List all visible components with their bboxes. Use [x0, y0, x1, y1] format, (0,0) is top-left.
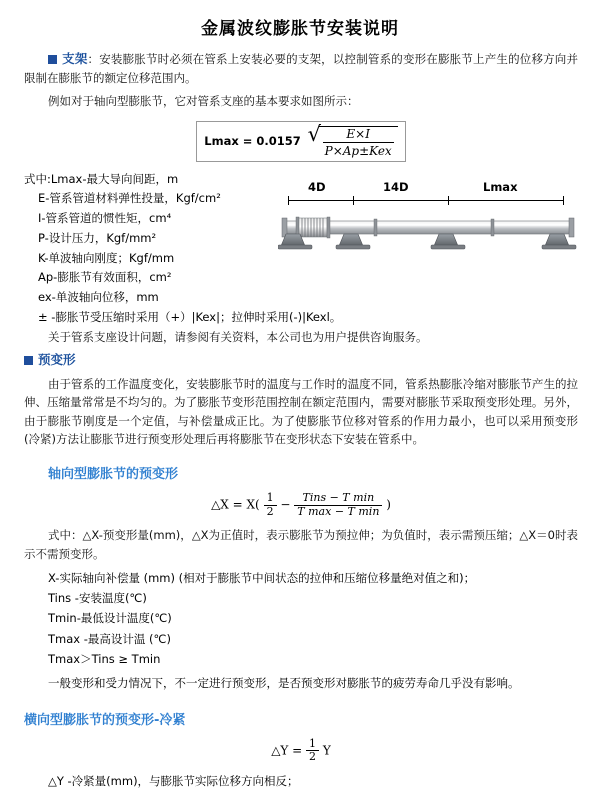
half-numerator: 1 [306, 738, 319, 752]
support-figure [278, 180, 578, 277]
temp-denominator: T max − T min [297, 504, 380, 518]
figure-label-14d: 14D [383, 179, 409, 194]
section-support-para2: 例如对于轴向型膨胀节，它对管系支座的基本要求如图所示： [48, 93, 359, 108]
section-predeform-heading: 预变形 [38, 352, 76, 368]
definition-line: Ap-膨胀节有效面积，cm² [38, 270, 172, 285]
definitions-and-figure [24, 170, 578, 328]
section-support-para1: 安装膨胀节时必须在管系上安装必要的支架，以控制管系的变形在膨胀节上产生的位移方向并限制在膨胀节的额定位移范围内。 [24, 52, 578, 86]
blue-square-bullet-icon [48, 55, 57, 64]
dim-seg [288, 200, 353, 201]
tick-icon [563, 196, 564, 205]
definition-line: K-单波轴向刚度；Kgf/mm [38, 250, 175, 265]
section-predeform [24, 350, 578, 370]
definition-line: E-管系管道材料弹性投量，Kgf/cm² [38, 191, 221, 206]
lmax-formula [24, 121, 578, 162]
term-line: X-实际轴向补偿量 (mm) (相对于膨胀节中间状态的拉伸和压缩位移量绝对值之和)； [48, 570, 476, 585]
lateral-formula-rhs: Y [322, 743, 331, 758]
lmax-formula-lead: Lmax = 0.0157 [204, 133, 301, 148]
figure-drawing [278, 207, 578, 277]
blue-square-bullet-icon [24, 356, 33, 365]
section-predeform-para1: 由于管系的工作温度变化，安装膨胀节时的温度与工作时的温度不同，管系热膨胀冷缩对膨胀节产生的拉伸、压缩量常常是不均匀的。为了膨胀节变形范围控制在额定范围内，需要对膨胀节采取预变形处理。另外，由于膨胀节刚度是一个定值，与补偿量成正比。为了使膨胀节位移对管系的作用力最小，也可以采用预变形(冷紧)方法让膨胀节进行预变形处理后再将膨胀节在变形状态下安装在管系中。 [24, 376, 578, 447]
section-support-closing: 关于管系支座设计问题，请参阅有关资料，本公司也为用户提供咨询服务。 [48, 329, 428, 344]
definition-line: ± -膨胀节受压缩时采用（+）|Kex|；拉伸时采用(-)|Kexl。 [38, 309, 342, 324]
figure-labels [278, 180, 578, 196]
section-support-heading: 支架 [62, 51, 88, 66]
axial-predeform-closing: 一般变形和受力情况下，不一定进行预变形，是否预变形对膨胀节的疲劳寿命几乎没有影响。 [48, 675, 520, 690]
term-line: Tins -安装温度(℃) [48, 591, 147, 605]
lmax-fraction [319, 126, 398, 158]
piping-schematic-svg [278, 207, 578, 273]
lateral-predeform-note: △Y -冷紧量(mm)，与膨胀节实际位移方向相反； [48, 773, 299, 788]
axial-predeform-heading: 轴向型膨胀节的预变形 [48, 467, 179, 482]
lateral-formula-lhs: △Y = [271, 743, 303, 758]
figure-label-4d: 4D [308, 179, 326, 194]
sqrt-icon [308, 125, 398, 158]
section-support: 支架：安装膨胀节时必须在管系上安装必要的支架，以控制管系的变形在膨胀节上产生的位移方向并限制在膨胀节的额定位移范围内。 [24, 51, 578, 86]
lmax-numerator: √ E×I [323, 127, 394, 143]
axial-predeform-terms [24, 568, 578, 670]
half-denominator: 2 [309, 750, 317, 764]
half-numerator: 1 [264, 492, 277, 506]
axial-formula-minus: − [280, 497, 291, 512]
document-page [0, 14, 600, 788]
dim-seg [353, 200, 448, 201]
definition-line: ex-单波轴向位移，mm [38, 290, 159, 305]
lateral-formula-half [306, 738, 319, 764]
term-line: Tmax -最高设计温 (℃) [48, 631, 171, 646]
document-body [0, 49, 600, 790]
definition-line: I-管系管道的惯性矩，cm⁴ [38, 211, 172, 226]
definition-line: P-设计压力，Kgf/mm² [38, 230, 157, 245]
lmax-formula-box [196, 121, 405, 162]
figure-label-lmax: Lmax [483, 179, 518, 194]
axial-formula-half [264, 492, 277, 518]
figure-dimension-rule [278, 196, 578, 205]
term-line: Tmin-最低设计温度(℃) [48, 611, 172, 626]
page-title: 金属波纹膨胀节安装说明 [201, 19, 399, 39]
axial-formula-rhs: ) [386, 497, 391, 512]
axial-formula-lhs: △X = X( [211, 497, 260, 512]
axial-predeform-note: 式中：△X-预变形量(mm)，△X为正值时，表示膨胀节为预拉伸；为负值时，表示需预压缩；△X＝0时表示不需预变形。 [24, 528, 578, 561]
axial-predeform-formula [24, 492, 578, 518]
dim-seg [448, 200, 563, 201]
lateral-predeform-heading: 横向型膨胀节的预变形-冷紧 [24, 712, 186, 728]
lmax-denominator: P×Ap±Kex [324, 143, 392, 158]
term-line: Tmax＞Tins ≥ Tmin [48, 652, 161, 667]
temp-numerator: Tins − T min [294, 492, 382, 506]
axial-formula-temp-fraction [294, 492, 382, 518]
definition-line: 式中:Lmax-最大导向间距，m [24, 171, 179, 186]
lateral-predeform-formula [24, 738, 578, 764]
half-denominator: 2 [266, 504, 274, 518]
